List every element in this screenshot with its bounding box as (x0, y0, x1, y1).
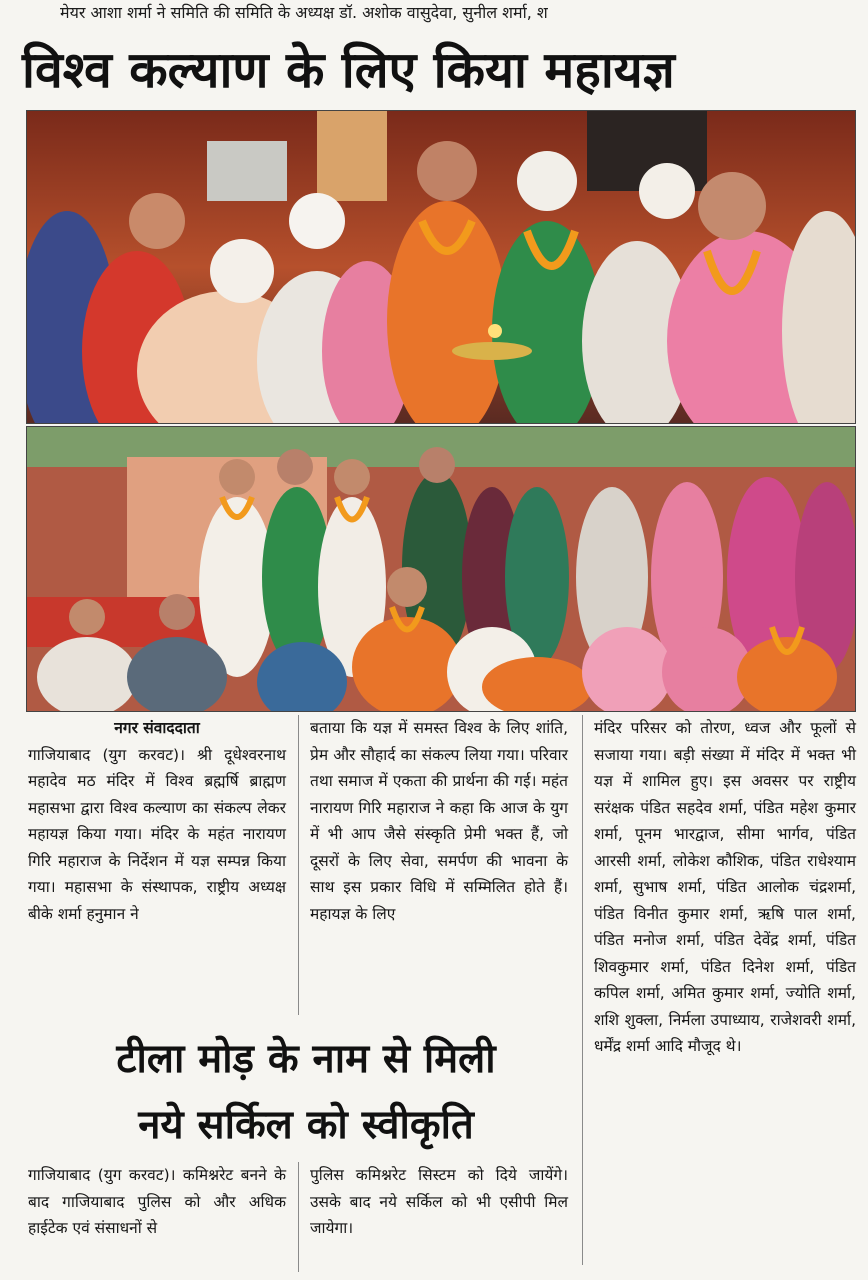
byline: नगर संवाददाता (114, 719, 200, 737)
group-photo (26, 426, 856, 712)
article2-column-1 (28, 1162, 286, 1280)
article2-col2-text: पुलिस कमिश्नरेट सिस्टम को दिये जायेंगे। उसके बाद नये सर्किल को भी एसीपी मिल जायेगा। (310, 1166, 568, 1237)
article1-column-1 (28, 715, 286, 1015)
article2-column-2 (310, 1162, 568, 1272)
ritual-photo-drawing (27, 111, 855, 423)
ritual-photo (26, 110, 856, 424)
article2-headline-line1: टीला मोड़ के नाम से मिली (116, 1036, 496, 1082)
column-divider (298, 1162, 299, 1272)
article1-column-3 (594, 715, 856, 1265)
article2-col1-text: गाजियाबाद (युग करवट)। कमिश्नरेट बनने के बाद गाजियाबाद पुलिस को और अधिक हाईटेक एवं संसाधनों से (28, 1166, 286, 1237)
column-divider (582, 715, 583, 1265)
article1-col1-text: गाजियाबाद (युग करवट)। श्री दूधेश्वरनाथ महादेव मठ मंदिर में विश्व ब्रह्मर्षि ब्राह्मण महासभा द्वारा विश्व कल्याण का संकल्प लेकर महायज्ञ किया गया। मंदिर के महंत नारायण गिरि महाराज के निर्देशन में यज्ञ सम्पन्न किया गया। महासभा के संस्थापक, राष्ट्रीय अध्यक्ष बीके शर्मा हनुमान ने (28, 745, 286, 923)
article1-col3-text: मंदिर परिसर को तोरण, ध्वज और फूलों से सजाया गया। बड़ी संख्या में मंदिर में भक्त भी यज्ञ में शामिल हुए। इस अवसर पर राष्ट्रीय सरंक्षक पंडित सहदेव शर्मा, पंडित महेश कुमार शर्मा, पूनम भारद्वाज, सीमा भार्गव, पंडित आरसी शर्मा, लोकेश कौशिक, पंडित राधेश्याम शर्मा, सुभाष शर्मा, पंडित आलोक चंद्रशर्मा, पंडित विनीत कुमार शर्मा, ऋषि पाल शर्मा, पंडित मनोज शर्मा, पंडित देवेंद्र शर्मा, पंडित शिवकुमार शर्मा, पंडित दिनेश शर्मा, पंडित कपिल शर्मा, अमित कुमार शर्मा, ज्योति शर्मा, शशि शुक्ला, निर्मला उपाध्याय, राजेशवरी शर्मा, धर्मेंद्र शर्मा आदि मौजूद थे। (594, 719, 856, 1055)
top-strip-text: मेयर आशा शर्मा ने समिति की समिति के अध्यक्ष डॉ. अशोक वासुदेवा, सुनील शर्मा, श (60, 3, 548, 22)
group-photo-drawing (27, 427, 855, 711)
article1-col2-text: बताया कि यज्ञ में समस्त विश्व के लिए शांति, प्रेम और सौहार्द का संकल्प लिया गया। परिवार तथा समाज में एकता की प्रार्थना की गई। महंत नारायण गिरि महाराज ने कहा कि आज के युग में भी आप जैसे संस्कृति प्रेमी भक्त हैं, जो दूसरों के लिए सेवा, समर्पण की भावना के साथ इस प्रकार विधि में सम्मिलित होते हैं। महायज्ञ के लिए (310, 719, 568, 923)
main-headline: विश्व कल्याण के लिए किया महायज्ञ (22, 41, 675, 99)
article2-headline-line2: नये सर्किल को स्वीकृति (138, 1102, 474, 1148)
article1-column-2 (310, 715, 568, 1015)
column-divider (298, 715, 299, 1015)
